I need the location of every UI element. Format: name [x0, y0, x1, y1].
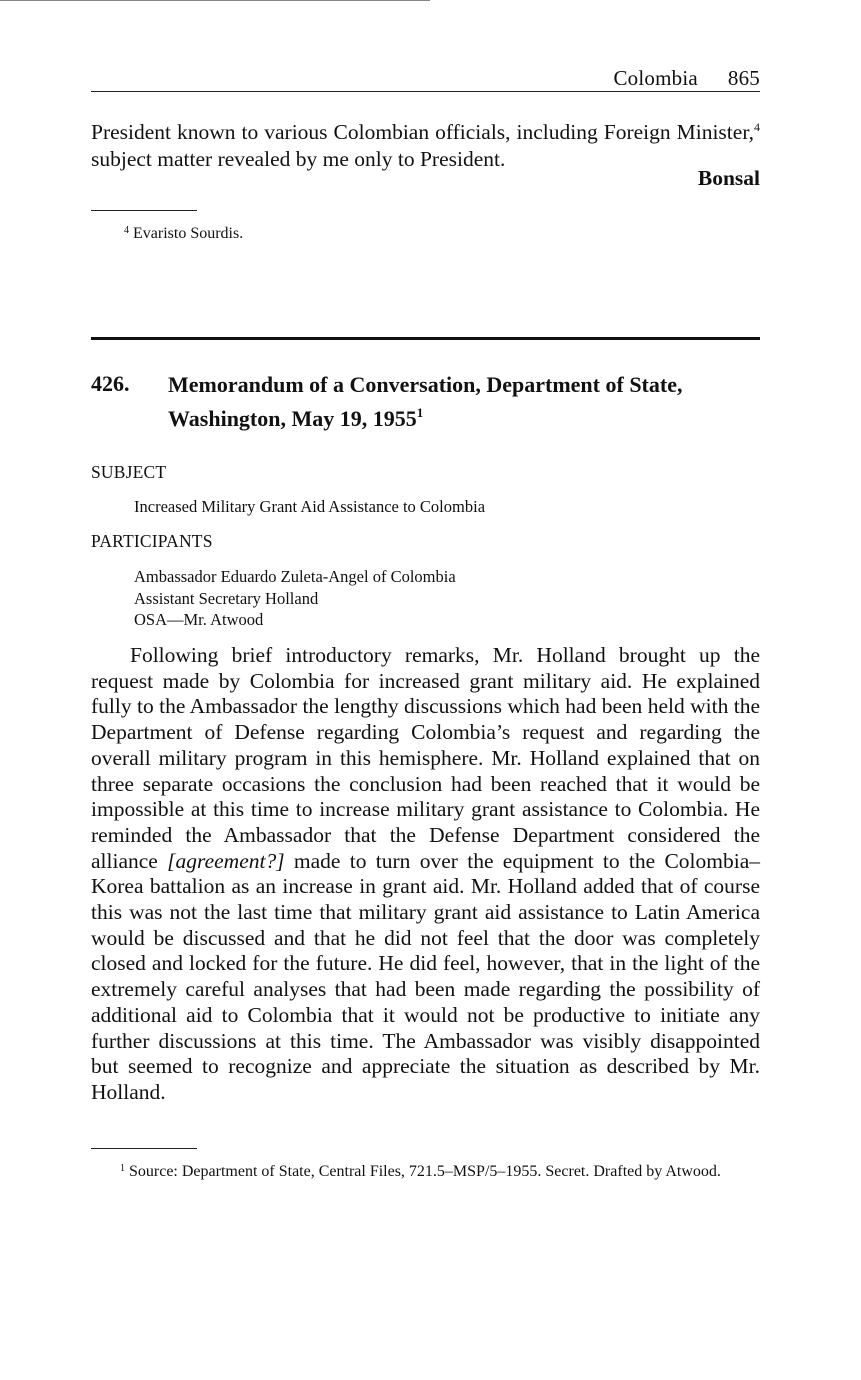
- body-paragraph: [91, 643, 760, 1106]
- participant-item: Ambassador Eduardo Zuleta-Angel of Colombia: [134, 567, 456, 586]
- body-text-a: Following brief introductory remarks, Mr. Holland brought up the request made by Colombia for increased grant military aid. He explained fully to the Ambassador the lengthy discussions which had been held with the Department of Defense regarding Colombia’s request and regarding the overall military program in this hemisphere. Mr. Holland explained that on three separate occasions the conclusion had been reached that it would be impossible at this time to increase military grant assistance to Colombia. He reminded the Ambassador that the Defense Department considered the alliance: [91, 643, 760, 873]
- participants-label: PARTICIPANTS: [91, 531, 213, 551]
- editorial-insertion: [agreement?]: [167, 848, 285, 873]
- footnote-ref-4: 4: [754, 120, 760, 134]
- document-number: 426.: [91, 371, 130, 396]
- footnote-1: [91, 1158, 760, 1182]
- running-head-title: Colombia: [613, 66, 698, 90]
- participant-list: [134, 566, 456, 631]
- footnote-text: Source: Department of State, Central Files, 721.5–MSP/5–1955. Secret. Drafted by Atwood.: [129, 1163, 721, 1180]
- document-title-text: Memorandum of a Conversation, Department of State, Washington, May 19, 1955: [168, 372, 683, 431]
- footnote-rule-top: [91, 210, 197, 211]
- footnote-ref-1: 1: [416, 405, 424, 420]
- header-rule: [91, 91, 760, 92]
- running-head: [613, 66, 760, 91]
- footnote-4: [124, 220, 243, 244]
- page-header: [91, 66, 760, 92]
- scan-edge-rule: [0, 0, 430, 1]
- body-text-b: made to turn over the equipment to the Colombia–Korea battalion as an increase in grant aid. Mr. Holland added that of course this was not the last time that military grant aid assistance to Latin America would be discussed and that he did not feel that the door was completely closed and locked for the future. He did feel, however, that in the light of the extremely careful analyses that had been made regarding the possibility of additional aid to Colombia that it would not be productive to initiate any further discussions at this time. The Ambassador was visibly disappointed but seemed to recognize and appreciate the situation as described by Mr. Holland.: [91, 848, 761, 1104]
- section-divider: [91, 337, 760, 340]
- subject-text: Increased Military Grant Aid Assistance to Colombia: [134, 497, 486, 516]
- page-number: 865: [727, 66, 760, 90]
- carryover-paragraph: [91, 114, 760, 173]
- signature: Bonsal: [697, 166, 760, 190]
- footnote-rule-bottom: [91, 1148, 197, 1149]
- document-title: [168, 371, 760, 433]
- participant-item: OSA—Mr. Atwood: [134, 610, 264, 629]
- subject-label: SUBJECT: [91, 462, 167, 482]
- carryover-text-b: subject matter revealed by me only to President.: [91, 147, 506, 171]
- carryover-text-a: President known to various Colombian officials, including Foreign Minister,: [91, 120, 754, 144]
- footnote-number: 4: [124, 225, 129, 236]
- participant-item: Assistant Secretary Holland: [134, 588, 319, 608]
- footnote-number: 1: [120, 1163, 125, 1174]
- footnote-text: Evaristo Sourdis.: [133, 225, 244, 242]
